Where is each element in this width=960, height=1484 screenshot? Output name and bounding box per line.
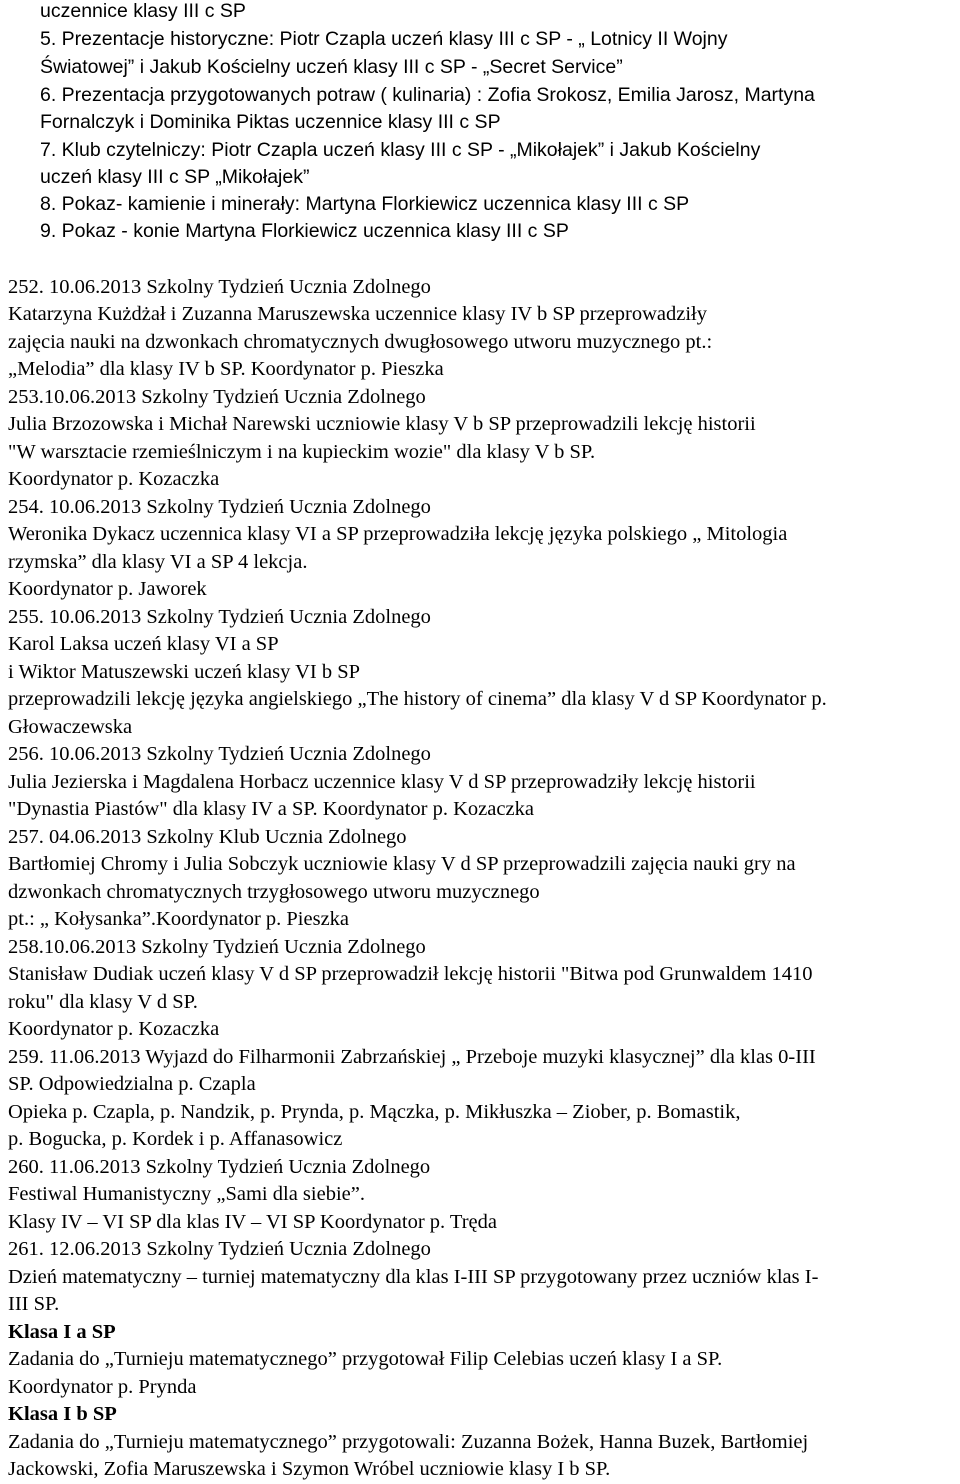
entry-line: Julia Brzozowska i Michał Narewski uczniowie klasy V b SP przeprowadzili lekcję historii: [8, 413, 756, 435]
entry-heading: 255. 10.06.2013 Szkolny Tydzień Ucznia Zdolnego: [8, 606, 431, 628]
entry-heading: 253.10.06.2013 Szkolny Tydzień Ucznia Zdolnego: [8, 386, 426, 408]
entry-line: Koordynator p. Prynda: [8, 1376, 197, 1398]
list-line: 9. Pokaz - konie Martyna Florkiewicz uczennica klasy III c SP: [40, 220, 569, 242]
class-subheading: Klasa I a SP: [8, 1321, 116, 1343]
entry-heading: 259. 11.06.2013 Wyjazd do Filharmonii Zabrzańskiej „ Przeboje muzyki klasycznej” dla klas 0-III: [8, 1046, 816, 1068]
entry-line: Zadania do „Turnieju matematycznego” przygotował Filip Celebias uczeń klasy I a SP.: [8, 1348, 723, 1370]
entry-line: Katarzyna Kużdżał i Zuzanna Maruszewska uczennice klasy IV b SP przeprowadziły: [8, 303, 708, 325]
entry-line: Weronika Dykacz uczennica klasy VI a SP przeprowadziła lekcję języka polskiego „ Mitologia: [8, 523, 788, 545]
entry-heading: 256. 10.06.2013 Szkolny Tydzień Ucznia Zdolnego: [8, 743, 431, 765]
entry-line: roku" dla klasy V d SP.: [8, 991, 198, 1013]
entry-line: Opieka p. Czapla, p. Nandzik, p. Prynda, p. Mączka, p. Mikłuszka – Ziober, p. Bomastik,: [8, 1101, 741, 1123]
entry-heading: 252. 10.06.2013 Szkolny Tydzień Ucznia Zdolnego: [8, 276, 431, 298]
entry-line: Bartłomiej Chromy i Julia Sobczyk uczniowie klasy V d SP przeprowadzili zajęcia nauki gry na: [8, 853, 796, 875]
entry-line: dzwonkach chromatycznych trzygłosowego utworu muzycznego: [8, 881, 540, 903]
entry-line: "Dynastia Piastów" dla klasy IV a SP. Koordynator p. Kozaczka: [8, 798, 534, 820]
entry-heading: 257. 04.06.2013 Szkolny Klub Ucznia Zdolnego: [8, 826, 407, 848]
entry-line: Jackowski, Zofia Maruszewska i Szymon Wróbel uczniowie klasy I b SP.: [8, 1458, 611, 1480]
entry-line: Głowaczewska: [8, 716, 133, 738]
entry-heading: 258.10.06.2013 Szkolny Tydzień Ucznia Zdolnego: [8, 936, 426, 958]
list-line: 5. Prezentacje historyczne: Piotr Czapla uczeń klasy III c SP - „ Lotnicy II Wojny: [40, 28, 728, 50]
entry-line: Julia Jezierska i Magdalena Horbacz uczennice klasy V d SP przeprowadziły lekcję historii: [8, 771, 756, 793]
class-subheading: Klasa I b SP: [8, 1403, 117, 1425]
list-line: 8. Pokaz- kamienie i minerały: Martyna Florkiewicz uczennica klasy III c SP: [40, 193, 690, 215]
entry-line: Stanisław Dudiak uczeń klasy V d SP przeprowadził lekcję historii "Bitwa pod Grunwaldem 1410: [8, 963, 813, 985]
entry-line: Zadania do „Turnieju matematycznego” przygotowali: Zuzanna Bożek, Hanna Buzek, Bartłomiej: [8, 1431, 809, 1453]
list-line: 6. Prezentacja przygotowanych potraw ( kulinaria) : Zofia Srokosz, Emilia Jarosz, Martyna: [40, 84, 815, 106]
entry-line: "W warsztacie rzemieślniczym i na kupieckim wozie" dla klasy V b SP.: [8, 441, 596, 463]
entry-line: III SP.: [8, 1293, 60, 1315]
entry-line: pt.: „ Kołysanka”.Koordynator p. Pieszka: [8, 908, 350, 930]
entry-line: i Wiktor Matuszewski uczeń klasy VI b SP: [8, 661, 361, 683]
entry-line: Koordynator p. Jaworek: [8, 578, 207, 600]
entry-line: rzymska” dla klasy VI a SP 4 lekcja.: [8, 551, 308, 573]
entry-line: Koordynator p. Kozaczka: [8, 468, 220, 490]
entry-line: Dzień matematyczny – turniej matematyczny dla klas I-III SP przygotowany przez uczniów klas I-: [8, 1266, 819, 1288]
entry-line: Klasy IV – VI SP dla klas IV – VI SP Koordynator p. Tręda: [8, 1211, 497, 1233]
entry-line: Karol Laksa uczeń klasy VI a SP: [8, 633, 279, 655]
list-line: 7. Klub czytelniczy: Piotr Czapla uczeń klasy III c SP - „Mikołajek” i Jakub Kościelny: [40, 139, 761, 161]
list-line: Światowej” i Jakub Kościelny uczeń klasy III c SP - „Secret Service”: [40, 56, 623, 78]
list-line: Fornalczyk i Dominika Piktas uczennice klasy III c SP: [40, 111, 501, 133]
entry-heading: 260. 11.06.2013 Szkolny Tydzień Ucznia Zdolnego: [8, 1156, 431, 1178]
list-line: uczennice klasy III c SP: [40, 0, 246, 22]
entry-heading: 261. 12.06.2013 Szkolny Tydzień Ucznia Zdolnego: [8, 1238, 431, 1260]
entry-heading: 254. 10.06.2013 Szkolny Tydzień Ucznia Zdolnego: [8, 496, 431, 518]
list-line: uczeń klasy III c SP „Mikołajek”: [40, 166, 310, 188]
entry-line: p. Bogucka, p. Kordek i p. Affanasowicz: [8, 1128, 343, 1150]
entry-line: „Melodia” dla klasy IV b SP. Koordynator p. Pieszka: [8, 358, 444, 380]
entry-line: Koordynator p. Kozaczka: [8, 1018, 220, 1040]
entry-line: SP. Odpowiedzialna p. Czapla: [8, 1073, 256, 1095]
entry-line: Festiwal Humanistyczny „Sami dla siebie”.: [8, 1183, 365, 1205]
entry-line: przeprowadzili lekcję języka angielskiego „The history of cinema” dla klasy V d SP Koordynator p.: [8, 688, 827, 710]
entry-line: zajęcia nauki na dzwonkach chromatycznych dwugłosowego utworu muzycznego pt.:: [8, 331, 713, 353]
